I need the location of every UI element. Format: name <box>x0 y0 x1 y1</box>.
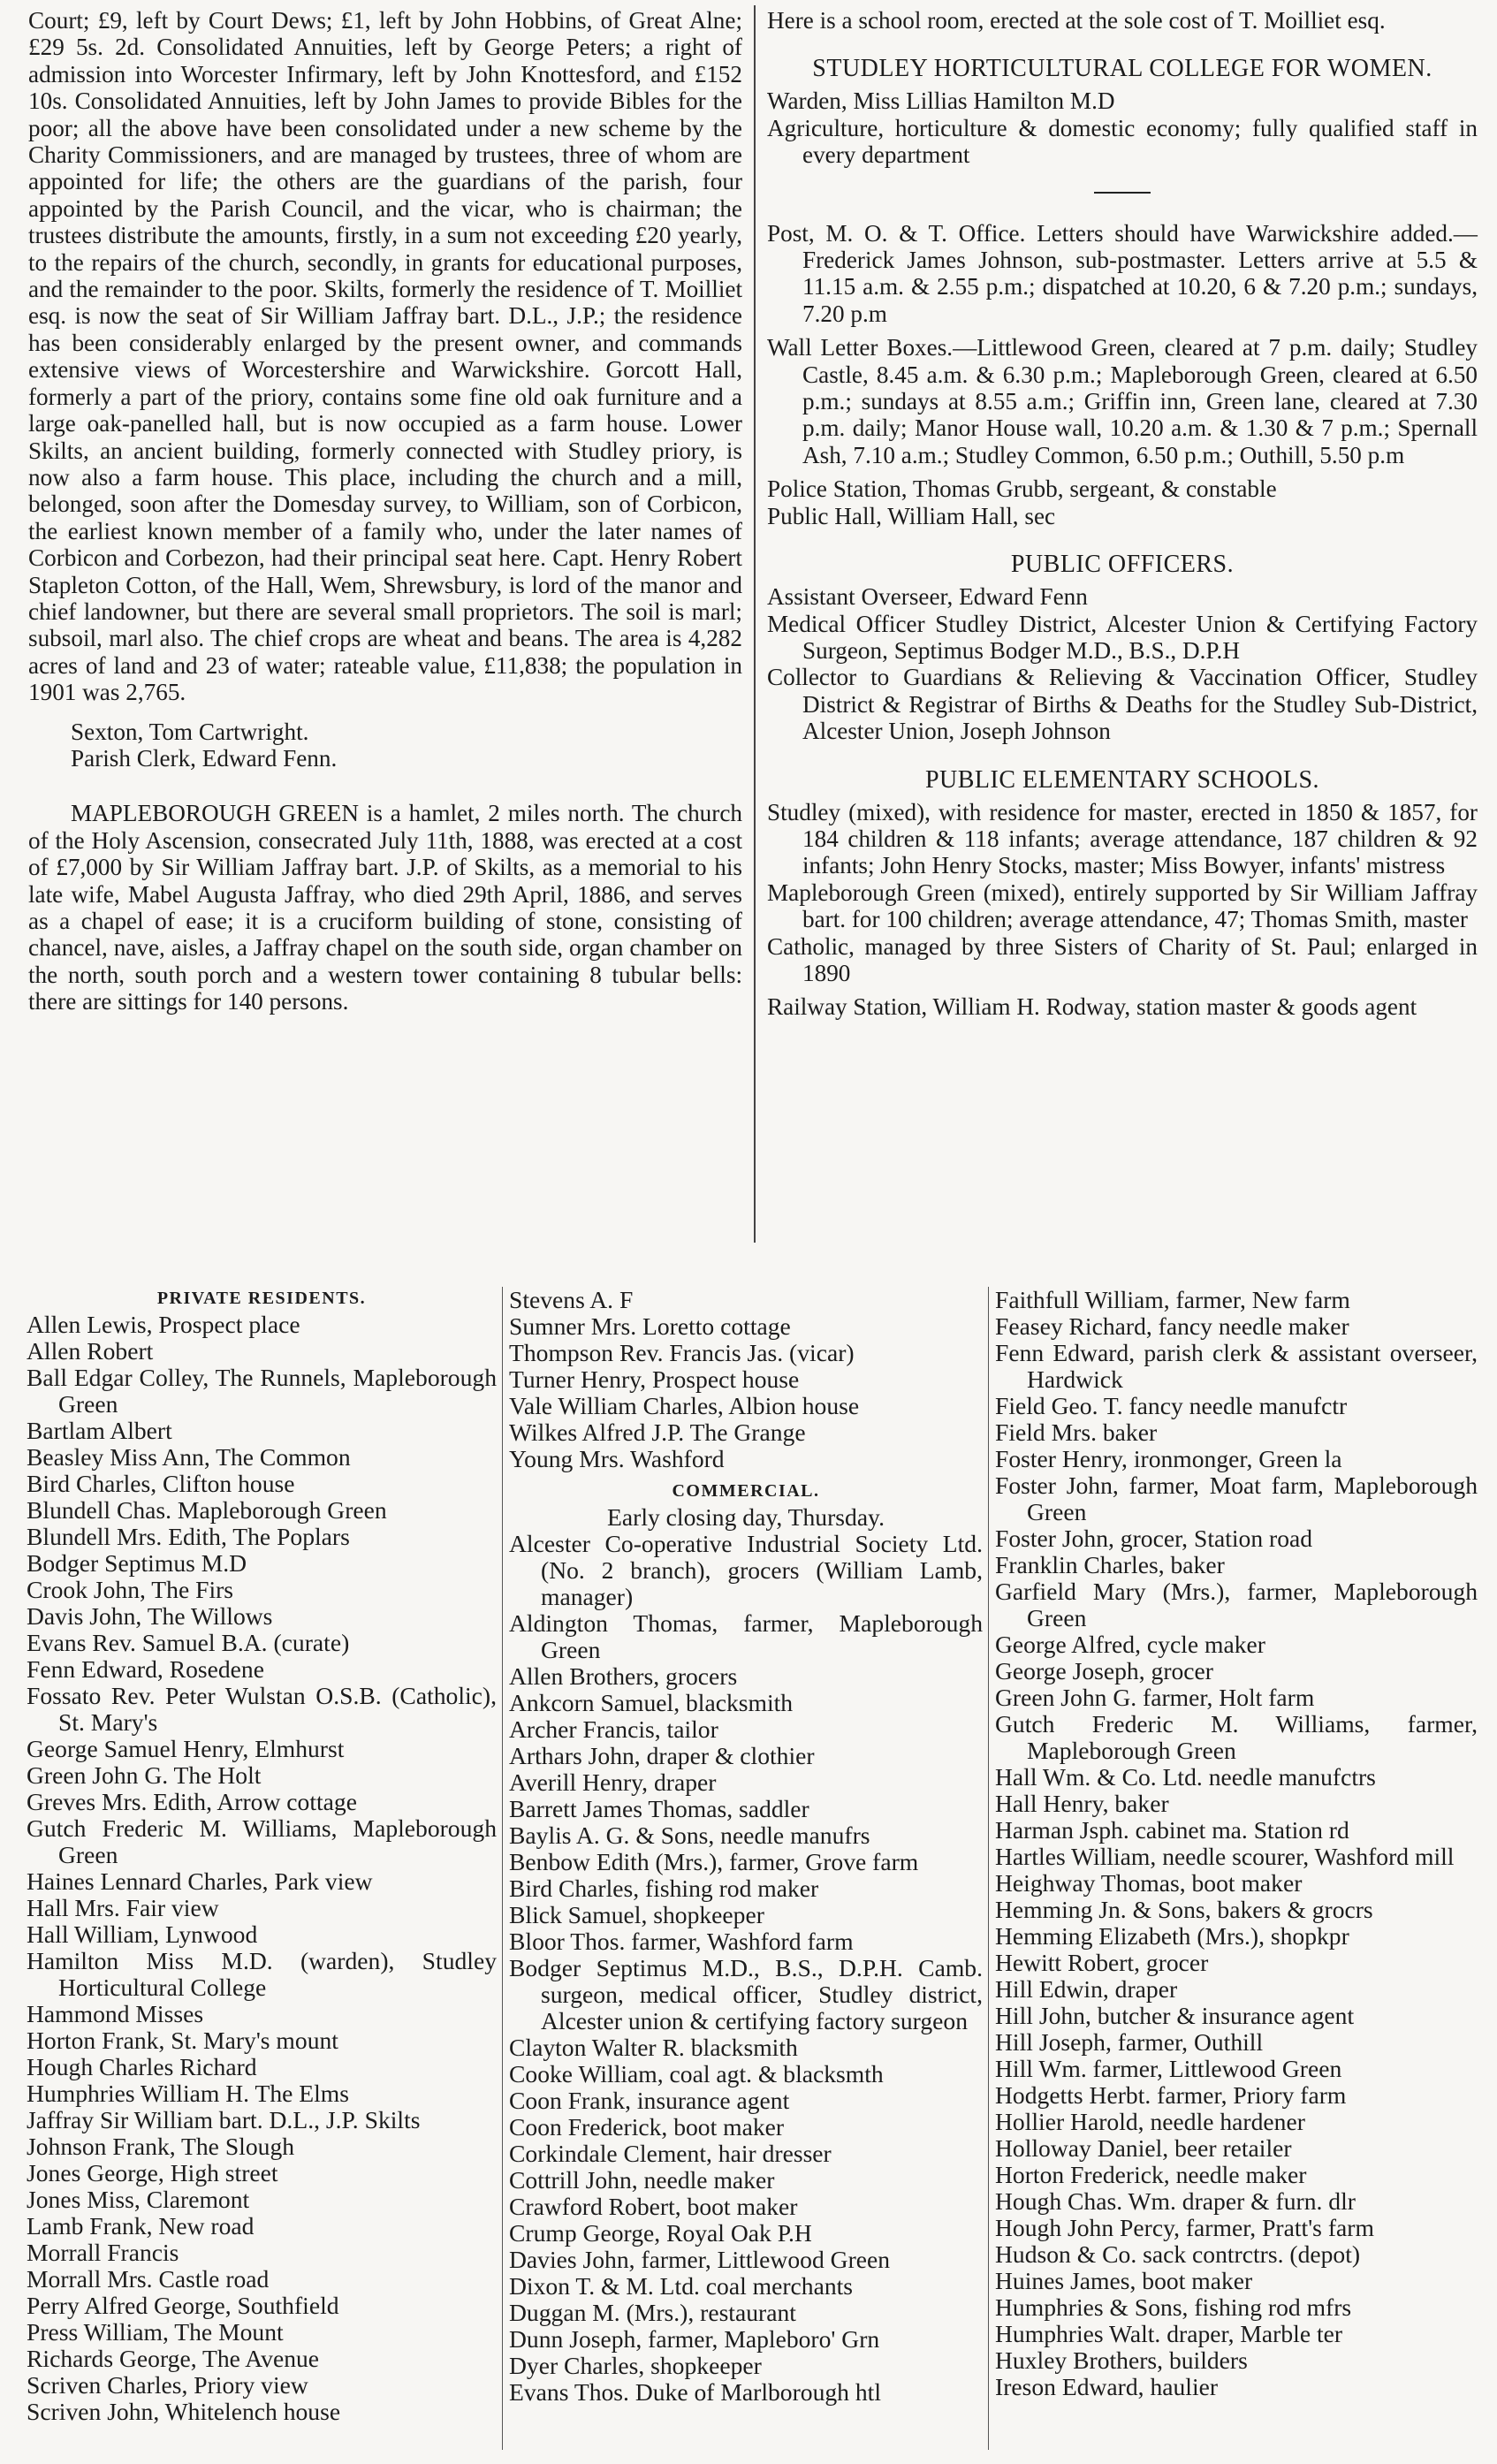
directory-entry: Hemming Elizabeth (Mrs.), shopkpr <box>995 1922 1349 1950</box>
directory-entry: Garfield Mary (Mrs.), farmer, Mapleborough Green <box>995 1578 1478 1631</box>
commercial-list <box>509 1531 983 2406</box>
schools-heading: PUBLIC ELEMENTARY SCHOOLS. <box>924 765 1320 794</box>
college-heading: STUDLEY HORTICULTURAL COLLEGE FOR WOMEN. <box>812 55 1432 83</box>
directory-entry: Field Geo. T. fancy needle manufctr <box>995 1392 1348 1419</box>
directory-entry: Evans Thos. Duke of Marlborough htl <box>509 2378 882 2406</box>
directory-entry: Scriven John, Whitelench house <box>27 2398 341 2425</box>
directory-entry: Hill Wm. farmer, Littlewood Green <box>995 2055 1342 2082</box>
directory-entry: Humphries William H. The Elms <box>27 2080 349 2107</box>
directory-entry: Alcester Co-operative Industrial Society Ltd. (No. 2 branch), grocers (William Lamb, manager) <box>509 1530 983 1610</box>
directory-column-1 <box>27 1280 497 2425</box>
directory-entry: Young Mrs. Washford <box>509 1445 725 1472</box>
directory-entry: Green John G. farmer, Holt farm <box>995 1684 1315 1711</box>
officer-entry: Assistant Overseer, Edward Fenn <box>767 583 1088 611</box>
sexton-line: Sexton, Tom Cartwright. <box>71 718 309 745</box>
directory-entry: Richards George, The Avenue <box>27 2345 320 2372</box>
directory-entry: Hemming Jn. & Sons, bakers & grocrs <box>995 1896 1373 1923</box>
directory-entry: Heighway Thomas, boot maker <box>995 1869 1303 1897</box>
directory-entry: Bartlam Albert <box>27 1417 172 1444</box>
directory-entry: Crook John, The Firs <box>27 1576 234 1603</box>
directory-entry: Davies John, farmer, Littlewood Green <box>509 2246 891 2273</box>
directory-entry: Hall Henry, baker <box>995 1790 1169 1817</box>
directory-entry: Crawford Robert, boot maker <box>509 2193 798 2220</box>
directory-entry: Arthars John, draper & clothier <box>509 1742 815 1769</box>
directory-entry: Hammond Misses <box>27 2000 204 2027</box>
parish-clerk-line: Parish Clerk, Edward Fenn. <box>71 744 338 772</box>
early-closing-note: Early closing day, Thursday. <box>607 1503 885 1531</box>
directory-entry: Lamb Frank, New road <box>27 2212 255 2240</box>
directory-entry: Hough John Percy, farmer, Pratt's farm <box>995 2214 1374 2241</box>
directory-entry: Coon Frederick, boot maker <box>509 2113 785 2141</box>
directory-entry: Johnson Frank, The Slough <box>27 2133 295 2160</box>
post-entry: Post, M. O. & T. Office. Letters should have Warwickshire added.—Frederick James Johnson, sub-postmaster. Letters arrive at 5.5 & 11.15 a.m. & 2.55 p.m.; dispatched at 10.20, 6 & 7.20 p.m.; sundays, 7.20 p.m <box>767 219 1478 327</box>
column-divider <box>988 1287 989 2450</box>
directory-entry: Humphries & Sons, fishing rod mfrs <box>995 2293 1352 2321</box>
post-entry: Police Station, Thomas Grubb, sergeant, & constable <box>767 475 1277 503</box>
directory-entry: Clayton Walter R. blacksmith <box>509 2034 798 2061</box>
school-entry: Mapleborough Green (mixed), entirely supported by Sir William Jaffray bart. for 100 children; average attendance, 47; Thomas Smith, master <box>767 878 1478 933</box>
directory-entry: Turner Henry, Prospect house <box>509 1365 800 1393</box>
directory-entry: Hall Wm. & Co. Ltd. needle manufctrs <box>995 1763 1376 1791</box>
directory-entry: Ankcorn Samuel, blacksmith <box>509 1689 794 1716</box>
directory-entry: Blick Samuel, shopkeeper <box>509 1901 764 1928</box>
college-entry: Warden, Miss Lillias Hamilton M.D <box>767 87 1115 115</box>
directory-entry: Benbow Edith (Mrs.), farmer, Grove farm <box>509 1848 919 1875</box>
officer-entry: Collector to Guardians & Relieving & Vaccination Officer, Studley District & Registrar of Births & Deaths for the Studley Sub-District, Alcester Union, Joseph Johnson <box>767 664 1478 745</box>
directory-entry: Ball Edgar Colley, The Runnels, Mapleborough Green <box>27 1364 497 1418</box>
directory-entry: Hudson & Co. sack contrctrs. (depot) <box>995 2240 1361 2268</box>
directory-entry: Huines James, boot maker <box>995 2267 1253 2294</box>
directory-entry: Hill Edwin, draper <box>995 1975 1178 2003</box>
directory-entry: Thompson Rev. Francis Jas. (vicar) <box>509 1339 855 1366</box>
directory-entry: Bird Charles, fishing rod maker <box>509 1875 819 1902</box>
directory-entry: George Joseph, grocer <box>995 1657 1213 1684</box>
left-text-column <box>28 7 742 1015</box>
directory-entry: Faithfull William, farmer, New farm <box>995 1286 1350 1313</box>
directory-entry: Holloway Daniel, beer retailer <box>995 2134 1292 2162</box>
commercial-heading: COMMERCIAL. <box>672 1481 820 1501</box>
directory-entry: Foster John, farmer, Moat farm, Mapleborough Green <box>995 1472 1478 1525</box>
directory-entry: Duggan M. (Mrs.), restaurant <box>509 2299 796 2326</box>
directory-entry: Vale William Charles, Albion house <box>509 1392 860 1419</box>
directory-entry: Press William, The Mount <box>27 2318 284 2346</box>
private-residents-list-continued <box>509 1287 983 1472</box>
directory-entry: Davis John, The Willows <box>27 1602 273 1630</box>
directory-entry: Bird Charles, Clifton house <box>27 1470 295 1497</box>
directory-entry: Hall William, Lynwood <box>27 1920 258 1948</box>
directory-entry: Hollier Harold, needle hardener <box>995 2108 1305 2135</box>
directory-entry: Barrett James Thomas, saddler <box>509 1795 809 1822</box>
directory-entry: Jaffray Sir William bart. D.L., J.P. Skilts <box>27 2106 421 2133</box>
column-divider <box>502 1287 503 2450</box>
directory-entry: Fenn Edward, parish clerk & assistant overseer, Hardwick <box>995 1339 1478 1393</box>
directory-entry: Hill John, butcher & insurance agent <box>995 2002 1355 2029</box>
directory-entry: Evans Rev. Samuel B.A. (curate) <box>27 1629 350 1656</box>
column-divider <box>754 5 756 1243</box>
directory-entry: Baylis A. G. & Sons, needle manufrs <box>509 1821 870 1849</box>
section-rule <box>1094 192 1151 194</box>
officer-entry: Medical Officer Studley District, Alcester Union & Certifying Factory Surgeon, Septimus Bodger M.D., B.S., D.P.H <box>767 610 1478 664</box>
directory-entry: Stevens A. F <box>509 1286 634 1313</box>
directory-entry: Jones Miss, Claremont <box>27 2186 250 2213</box>
directory-entry: Hamilton Miss M.D. (warden), Studley Horticultural College <box>27 1947 497 2001</box>
directory-entry: Foster Henry, ironmonger, Green la <box>995 1445 1342 1472</box>
directory-entry: Allen Lewis, Prospect place <box>27 1311 300 1338</box>
directory-entry: Gutch Frederic M. Williams, Mapleborough Green <box>27 1814 497 1868</box>
directory-entry: Blundell Chas. Mapleborough Green <box>27 1496 387 1524</box>
officers-heading: PUBLIC OFFICERS. <box>1010 551 1235 579</box>
railway-entry: Railway Station, William H. Rodway, station master & goods agent <box>767 993 1417 1021</box>
directory-entry: Wilkes Alfred J.P. The Grange <box>509 1418 806 1446</box>
directory-entry: Greves Mrs. Edith, Arrow cottage <box>27 1788 357 1815</box>
directory-entry: Huxley Brothers, builders <box>995 2346 1248 2374</box>
post-entry: Wall Letter Boxes.—Littlewood Green, cleared at 7 p.m. daily; Studley Castle, 8.45 a.m. & 6.30 p.m.; Mapleborough Green, cleared at 6.50 p.m.; sundays at 8.55 a.m.; Griffin inn, Green lane, cleared at 7.30 p.m. daily; Manor House wall, 10.20 a.m. & 1.30 & 7 p.m.; Spernall Ash, 7.10 a.m.; Studley Common, 6.50 p.m.; Outhill, 5.50 p.m <box>767 334 1478 468</box>
directory-entry: Dixon T. & M. Ltd. coal merchants <box>509 2272 854 2300</box>
directory-entry: Cooke William, coal agt. & blacksmth <box>509 2060 884 2088</box>
directory-entry: Morrall Francis <box>27 2239 179 2266</box>
directory-entry: George Alfred, cycle maker <box>995 1631 1265 1658</box>
directory-entry: Fenn Edward, Rosedene <box>27 1655 264 1683</box>
directory-entry: Horton Frank, St. Mary's mount <box>27 2027 338 2054</box>
directory-entry: Field Mrs. baker <box>995 1418 1158 1446</box>
directory-entry: Humphries Walt. draper, Marble ter <box>995 2320 1343 2347</box>
directory-entry: Corkindale Clement, hair dresser <box>509 2140 832 2167</box>
directory-entry: Franklin Charles, baker <box>995 1551 1225 1578</box>
directory-entry: Dyer Charles, shopkeeper <box>509 2352 762 2379</box>
directory-entry: Perry Alfred George, Southfield <box>27 2292 339 2319</box>
commercial-list-continued <box>995 1287 1478 2400</box>
directory-entry: Hartles William, needle scourer, Washford mill <box>995 1843 1455 1870</box>
school-entry: Studley (mixed), with residence for master, erected in 1850 & 1857, for 184 children & 118 infants; average attendance, 187 children & 92 infants; John Henry Stocks, master; Miss Bowyer, infants' mistress <box>767 798 1478 879</box>
directory-entry: Allen Robert <box>27 1337 154 1365</box>
directory-entry: Harman Jsph. cabinet ma. Station rd <box>995 1816 1349 1844</box>
directory-entry: Hodgetts Herbt. farmer, Priory farm <box>995 2081 1347 2109</box>
directory-entry: Hall Mrs. Fair view <box>27 1894 219 1921</box>
mapleborough-paragraph: MAPLEBOROUGH GREEN is a hamlet, 2 miles north. The church of the Holy Ascension, consecrated July 11th, 1888, was erected at a cost of £7,000 by Sir William Jaffray bart. J.P. of Skilts, as a memorial to his late wife, Mabel Augusta Jaffray, who died 29th April, 1886, and serves as a chapel of ease; it is a cruciform building of stone, consisting of chancel, nave, aisles, a Jaffray chapel on the south side, organ chamber on the north, south porch and a western tower containing 8 tubular bells: there are sittings for 140 persons. <box>28 800 742 1015</box>
college-entry: Agriculture, horticulture & domestic economy; fully qualified staff in every department <box>767 114 1478 169</box>
directory-entry: Morrall Mrs. Castle road <box>27 2265 270 2293</box>
directory-entry: Hill Joseph, farmer, Outhill <box>995 2028 1264 2056</box>
charity-paragraph: Court; £9, left by Court Dews; £1, left by John Hobbins, of Great Alne; £29 5s. 2d. Consolidated Annuities, left by George Peters; a right of admission into Worcester Infirmary, left by John Knottesford, and £152 10s. Consolidated Annuities, left by John James to provide Bibles for the poor; all the above have been consolidated under a new scheme by the Charity Commissioners, and are managed by trustees, three of whom are appointed for life; the others are the guardians of the parish, four appointed by the Parish Council, and the vicar, who is chairman; the trustees distribute the amounts, firstly, in a sum not exceeding £20 yearly, to the repairs of the church, secondly, in grants for educational purposes, and the remainder to the poor. Skilts, formerly the residence of T. Moilliet esq. is now the seat of Sir William Jaffray bart. D.L., J.P.; the residence has been considerably enlarged by the present owner, and commands extensive views of Worcestershire and Warwickshire. Gorcott Hall, formerly a part of the priory, contains some fine old oak furniture and a large oak-panelled hall, but is now occupied as a farm house. Lower Skilts, an ancient building, formerly connected with Studley priory, is now also a farm house. This place, including the church and a mill, belonged, soon after the Domesday survey, to William, son of Corbicon, the earliest known member of a family who, under the later names of Corbicon and Corbezon, had their principal seat here. Capt. Henry Robert Stapleton Cotton, of the Hall, Wem, Shrewsbury, is lord of the manor and chief landowner, but there are several small proprietors. The soil is marl; subsoil, marl also. The chief crops are wheat and beans. The area is 4,282 acres of land and 23 of water; rateable value, £11,838; the population in 1901 was 2,765. <box>28 7 742 706</box>
directory-entry: Sumner Mrs. Loretto cottage <box>509 1312 791 1340</box>
directory-entry: Allen Brothers, grocers <box>509 1662 738 1690</box>
directory-entry: George Samuel Henry, Elmhurst <box>27 1735 345 1762</box>
directory-listing <box>0 1280 1497 2464</box>
directory-entry: Jones George, High street <box>27 2159 278 2186</box>
directory-entry: Bodger Septimus M.D., B.S., D.P.H. Camb. surgeon, medical officer, Studley district, Alcester union & certifying factory surgeon <box>509 1954 983 2034</box>
post-entry: Public Hall, William Hall, sec <box>767 502 1056 529</box>
directory-entry: Scriven Charles, Priory view <box>27 2371 308 2399</box>
school-room-note: Here is a school room, erected at the sole cost of T. Moilliet esq. <box>767 7 1386 34</box>
directory-entry: Hough Charles Richard <box>27 2053 257 2080</box>
directory-entry: Hewitt Robert, grocer <box>995 1949 1209 1976</box>
directory-entry: Dunn Joseph, farmer, Mapleboro' Grn <box>509 2325 880 2353</box>
directory-entry: Fossato Rev. Peter Wulstan O.S.B. (Catholic), St. Mary's <box>27 1682 497 1736</box>
directory-entry: Averill Henry, draper <box>509 1768 717 1796</box>
private-residents-heading: PRIVATE RESIDENTS. <box>156 1289 367 1308</box>
directory-entry: Foster John, grocer, Station road <box>995 1525 1313 1552</box>
directory-entry: Aldington Thomas, farmer, Mapleborough Green <box>509 1609 983 1663</box>
directory-entry: Beasley Miss Ann, The Common <box>27 1443 351 1471</box>
directory-entry: Horton Frederick, needle maker <box>995 2161 1307 2188</box>
directory-entry: Crump George, Royal Oak P.H <box>509 2219 812 2247</box>
directory-entry: Bloor Thos. farmer, Washford farm <box>509 1928 854 1955</box>
directory-entry: Bodger Septimus M.D <box>27 1549 247 1577</box>
directory-entry: Gutch Frederic M. Williams, farmer, Mapleborough Green <box>995 1710 1478 1764</box>
directory-column-3 <box>995 1280 1478 2400</box>
directory-entry: Haines Lennard Charles, Park view <box>27 1867 373 1895</box>
directory-entry: Coon Frank, insurance agent <box>509 2087 790 2114</box>
directory-entry: Feasey Richard, fancy needle maker <box>995 1312 1349 1340</box>
right-text-column <box>767 7 1478 1021</box>
directory-entry: Green John G. The Holt <box>27 1761 262 1789</box>
directory-entry: Ireson Edward, haulier <box>995 2373 1219 2400</box>
school-entry: Catholic, managed by three Sisters of Charity of St. Paul; enlarged in 1890 <box>767 932 1478 986</box>
private-residents-list <box>27 1312 497 2425</box>
directory-entry: Blundell Mrs. Edith, The Poplars <box>27 1523 350 1550</box>
directory-column-2 <box>509 1280 983 2406</box>
directory-entry: Archer Francis, tailor <box>509 1715 718 1743</box>
directory-entry: Cottrill John, needle maker <box>509 2166 775 2194</box>
directory-entry: Hough Chas. Wm. draper & furn. dlr <box>995 2187 1356 2215</box>
